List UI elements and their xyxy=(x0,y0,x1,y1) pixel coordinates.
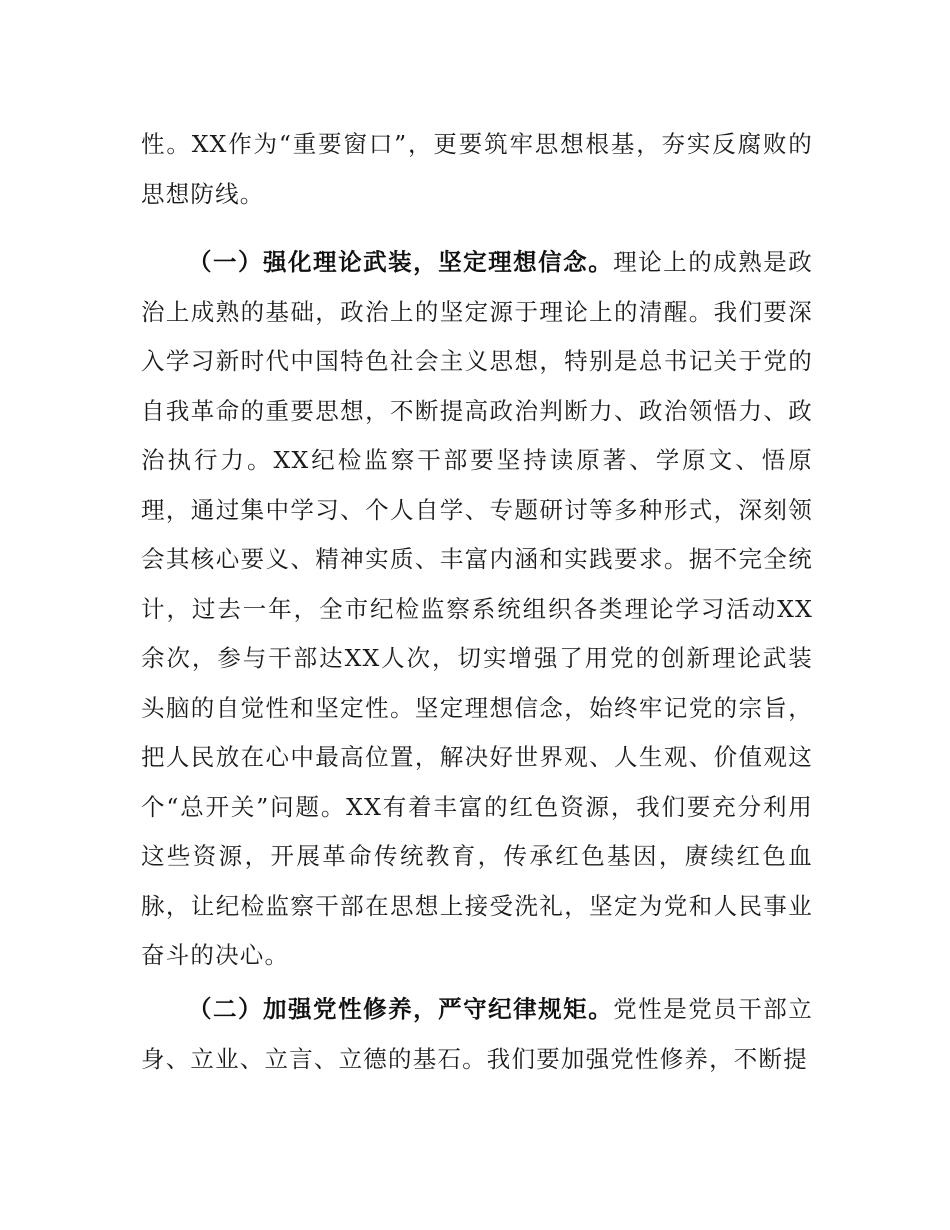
section-2-body: 党性是党员干部立身、立业、立言、立德的基石。我们要加强党性修养，不断提 xyxy=(141,995,813,1073)
section-2-paragraph xyxy=(141,985,813,1084)
section-2-heading: （二）加强党性修养，严守纪律规矩。 xyxy=(188,995,614,1023)
intro-text: 性。XX作为“重要窗口”，更要筑牢思想根基，夯实反腐败的思想防线。 xyxy=(141,130,813,208)
intro-paragraph xyxy=(141,120,813,219)
section-1-paragraph xyxy=(141,238,813,981)
section-1-heading: （一）强化理论武装，坚定理想信念。 xyxy=(188,248,614,276)
section-1-body: 理论上的成熟是政治上成熟的基础，政治上的坚定源于理论上的清醒。我们要深入学习新时代中国特色社会主义思想，特别是总书记关于党的自我革命的重要思想，不断提高政治判断力、政治领悟力、政治执行力。XX纪检监察干部要坚持读原著、学原文、悟原理，通过集中学习、个人自学、专题研讨等多种形式，深刻领会其核心要义、精神实质、丰富内涵和实践要求。据不完全统计，过去一年，全市纪检监察系统组织各类理论学习活动XX余次，参与干部达XX人次，切实增强了用党的创新理论武装头脑的自觉性和坚定性。坚定理想信念，始终牢记党的宗旨，把人民放在心中最高位置，解决好世界观、人生观、价值观这个“总开关”问题。XX有着丰富的红色资源，我们要充分利用这些资源，开展革命传统教育，传承红色基因，赓续红色血脉，让纪检监察干部在思想上接受洗礼，坚定为党和人民事业奋斗的决心。 xyxy=(141,248,813,969)
